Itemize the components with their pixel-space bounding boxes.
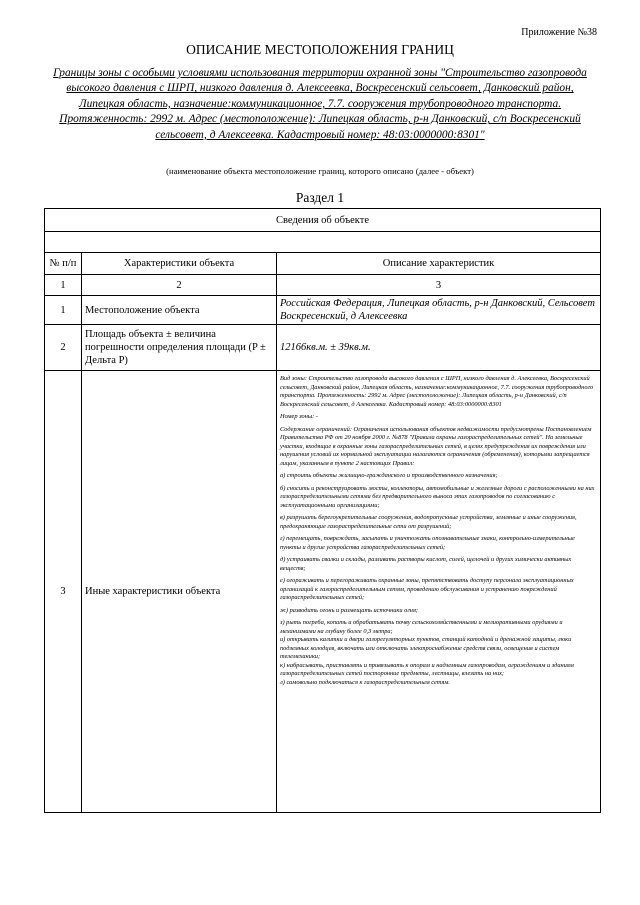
column-header: Характеристики объекта [82,253,277,275]
table-spacer-row [45,232,601,253]
zone-number-text: Номер зоны: - [280,413,318,420]
table-row [45,371,601,813]
zone-type-text: Вид зоны: Строительство газопровода высокого давления с ШРП, низкого давления д. Алексеевка, Воскресенский сельсовет, Данковский район, Липецкая область, назначение:коммуникационное, 7.7. сооружения трубопроводного транспорта. Протяженность: 2992 м. Адрес (местоположение): Липецкая область, р-н Данковский, с/п Воскресенский сельсовет, д Алексеевка. Кадастровый номер: 48:03:0000000:8301 [280,375,594,408]
object-description: Границы зоны с особыми условиями использования территории охранной зоны "Строительство газопровода высокого давления с ШРП, низкого давления д. Алексеевка, Воскресенский сельсовет, Данковский район, Липецкая область, назначение:коммуникационное, 7.7. сооружения трубопроводного транспорта. Протяженность: 2992 м. Адрес (местоположение): Липецкая область, р-н Данковский, с/п Воскресенский сельсовет, д Алексеевка. Кадастровый номер: 48:03:0000000:8301" [53,67,587,141]
row-description: 12166кв.м. ± 39кв.м. [277,325,601,371]
row-characteristic: Местоположение объекта [82,296,277,325]
empty-cell [45,232,601,253]
object-caption: (наименование объекта местоположение границ, которого описано (далее - объект) [166,166,474,176]
column-header: № п/п [45,253,82,275]
row-number: 1 [45,296,82,325]
table-header-row [45,253,601,275]
restriction-item: а) строить объекты жилищно-гражданского и производственного назначения; [280,472,498,479]
restriction-item: и) открывать калитки и двери газорегуляторных пунктов, станций катодной и дренажной защиты, люки подземных колодцев, включать или отключать электроснабжение средств связи, освещения и систем телемеханики; [280,636,572,660]
restriction-item: к) набрасывать, приставлять и привязывать к опорам и надземным газопроводам, ограждениям и зданиям газораспределительных сетей посторонние предметы, лестницы, влезать на них; [280,661,574,677]
restriction-item: л) самовольно подключаться к газораспределительным сетям. [280,678,450,686]
object-info-table [44,208,601,813]
restriction-item: з) рыть погреба, копать и обрабатывать почву сельскохозяйственными и мелиоративными орудиями и механизмами на глубину более 0,3 метра; [280,619,563,635]
column-header: Описание характеристик [277,253,601,275]
row-description: Российская Федерация, Липецкая область, р-н Данковский, Сельсовет Воскресенский, д Алексеевка [277,296,601,325]
row-characteristic: Иные характеристики объекта [82,371,277,813]
column-number-row [45,275,601,296]
row-characteristic: Площадь объекта ± величина погрешности определения площади (P ± Дельта P) [82,325,277,371]
other-characteristics [277,371,601,813]
restrictions-text: Содержание ограничений: Ограничения использования объектов недвижимости предусмотрены Постановлением Правительства РФ от 20 ноября 2000 г. №878 "Правила охраны газораспределительных сетей". На земельные участки, входящие в охранные зоны газораспределительных сетей, в целях предупреждения их повреждения или нарушения условий их нормальной эксплуатации налагаются ограничения (обременения), которыми запрещается лицам, указанным в пункте 2 настоящих Правил: [280,425,592,467]
table-title-row [45,209,601,232]
column-number: 1 [45,275,82,296]
section-title: Раздел 1 [295,190,345,205]
restriction-item: в) разрушать берегоукрепительные сооружения, водопропускные устройства, земляные и иные сооружения, предохраняющие газораспределительные сети от разрушений; [280,514,577,530]
restriction-item: г) перемещать, повреждать, засыпать и уничтожать опознавательные знаки, контрольно-измерительные пункты и другие устройства газораспределительных сетей; [280,535,575,551]
restriction-item: б) сносить и реконструировать мосты, коллекторы, автомобильные и железные дороги с расположенными на них газораспределительными сетями без предварительного выноса этих газопроводов по согласованию с эксплуатационными организациями; [280,484,595,509]
document-title: ОПИСАНИЕ МЕСТОПОЛОЖЕНИЯ ГРАНИЦ [186,42,454,57]
table-row [45,296,601,325]
table-row [45,325,601,371]
table-title: Сведения об объекте [45,209,601,232]
appendix-number: Приложение №38 [521,27,597,38]
row-number: 2 [45,325,82,371]
column-number: 2 [82,275,277,296]
restriction-item: д) устраивать свалки и склады, разливать растворы кислот, солей, щелочей и других химически активных веществ; [280,556,572,572]
column-number: 3 [277,275,601,296]
row-number: 3 [45,371,82,813]
restriction-item: е) огораживать и перегораживать охранные зоны, препятствовать доступу персонала эксплуатационных организаций к газораспределительным сетям, проведению обслуживания и устранению повреждений газораспределительных сетей; [280,577,574,601]
restriction-item: ж) разводить огонь и размещать источники огня; [280,606,419,614]
